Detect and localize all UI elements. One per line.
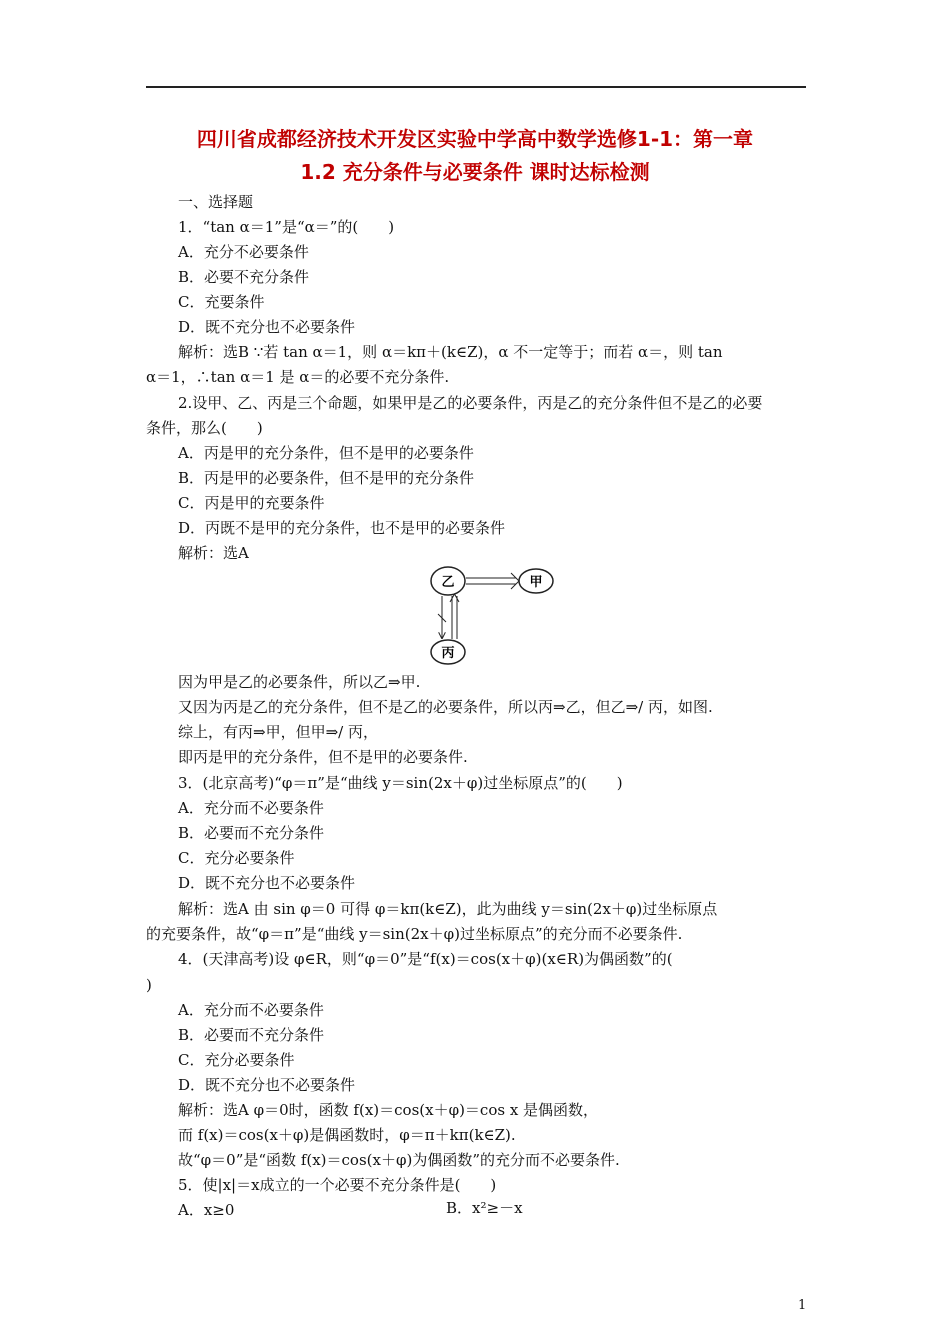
text-line: 一、选择题: [178, 193, 254, 211]
text-line: 1．“tan α＝1”是“α＝”的( ): [178, 218, 395, 236]
text-line: C．充分必要条件: [178, 849, 295, 867]
text-line: C．丙是甲的充要条件: [178, 494, 325, 512]
text-line: 条件，那么( ): [146, 419, 263, 437]
text-line: C．充分必要条件: [178, 1051, 295, 1069]
text-line: A．充分不必要条件: [178, 243, 309, 261]
text-line: 解析：选A φ＝0时，函数 f(x)＝cos(x＋φ)＝cos x 是偶函数，: [178, 1101, 599, 1119]
text-line: 解析：选B ∵若 tan α＝1，则 α＝kπ＋(k∈Z)，α 不一定等于；而若 α＝，则 tan: [178, 343, 723, 361]
q5-option-b: B．x²≥－x: [446, 1199, 523, 1217]
text-line: 因为甲是乙的必要条件，所以乙⇒甲.: [178, 673, 421, 691]
text-line: α＝1，∴tan α＝1 是 α＝的必要不充分条件.: [146, 368, 450, 386]
text-line: B．必要而不充分条件: [178, 824, 325, 842]
text-line: 3．(北京高考)“φ＝π”是“曲线 y＝sin(2x＋φ)过坐标原点”的( ): [178, 774, 623, 792]
text-line: 综上，有丙⇒甲，但甲⇒/ 丙，: [178, 723, 378, 741]
text-line: 2.设甲、乙、丙是三个命题，如果甲是乙的必要条件，丙是乙的充分条件但不是乙的必要: [178, 394, 763, 412]
text-line: D．丙既不是甲的充分条件，也不是甲的必要条件: [178, 519, 506, 537]
doc-title-line1: 四川省成都经济技术开发区实验中学高中数学选修1-1：第一章: [196, 127, 754, 151]
text-line: B．必要不充分条件: [178, 268, 310, 286]
node-yi-label: 乙: [441, 575, 455, 590]
text-line: D．既不充分也不必要条件: [178, 874, 356, 892]
text-line: 又因为丙是乙的充分条件，但不是乙的必要条件，所以丙⇒乙，但乙⇒/ 丙，如图.: [178, 698, 713, 716]
text-line: 故“φ＝0”是“函数 f(x)＝cos(x＋φ)为偶函数”的充分而不必要条件.: [178, 1151, 620, 1169]
logic-diagram: [426, 562, 556, 666]
text-line: D．既不充分也不必要条件: [178, 1076, 356, 1094]
text-line: C．充要条件: [178, 293, 265, 311]
text-line: A．丙是甲的充分条件，但不是甲的必要条件: [178, 444, 474, 462]
text-line: D．既不充分也不必要条件: [178, 318, 356, 336]
doc-title-line2: 1.2 充分条件与必要条件 课时达标检测: [300, 160, 650, 184]
text-line: B．丙是甲的必要条件，但不是甲的充分条件: [178, 469, 475, 487]
text-line: 4．(天津高考)设 φ∈R，则“φ＝0”是“f(x)＝cos(x＋φ)(x∈R)为偶函数”的(: [178, 950, 673, 968]
text-line: 解析：选A: [178, 544, 249, 562]
text-line: B．必要而不充分条件: [178, 1026, 325, 1044]
text-line: A．充分而不必要条件: [178, 1001, 324, 1019]
header-rule: [146, 86, 806, 88]
text-line: ): [146, 976, 152, 994]
text-line: 解析：选A 由 sin φ＝0 可得 φ＝kπ(k∈Z)，此为曲线 y＝sin(2x＋φ)过坐标原点: [178, 900, 718, 918]
text-line: 的充要条件，故“φ＝π”是“曲线 y＝sin(2x＋φ)过坐标原点”的充分而不必要条件.: [146, 925, 683, 943]
text-line: A．x≥0: [178, 1201, 235, 1219]
page-number: 1: [798, 1298, 807, 1313]
text-line: 即丙是甲的充分条件，但不是甲的必要条件.: [178, 748, 468, 766]
text-line: 而 f(x)＝cos(x＋φ)是偶函数时，φ＝π＋kπ(k∈Z).: [178, 1126, 516, 1144]
arrow-yi-to-jia-head: [511, 573, 519, 589]
text-line: A．充分而不必要条件: [178, 799, 324, 817]
text-line: 5．使|x|＝x成立的一个必要不充分条件是( ): [178, 1176, 497, 1194]
node-jia-label: 甲: [529, 575, 543, 590]
node-bing-label: 丙: [441, 646, 455, 661]
